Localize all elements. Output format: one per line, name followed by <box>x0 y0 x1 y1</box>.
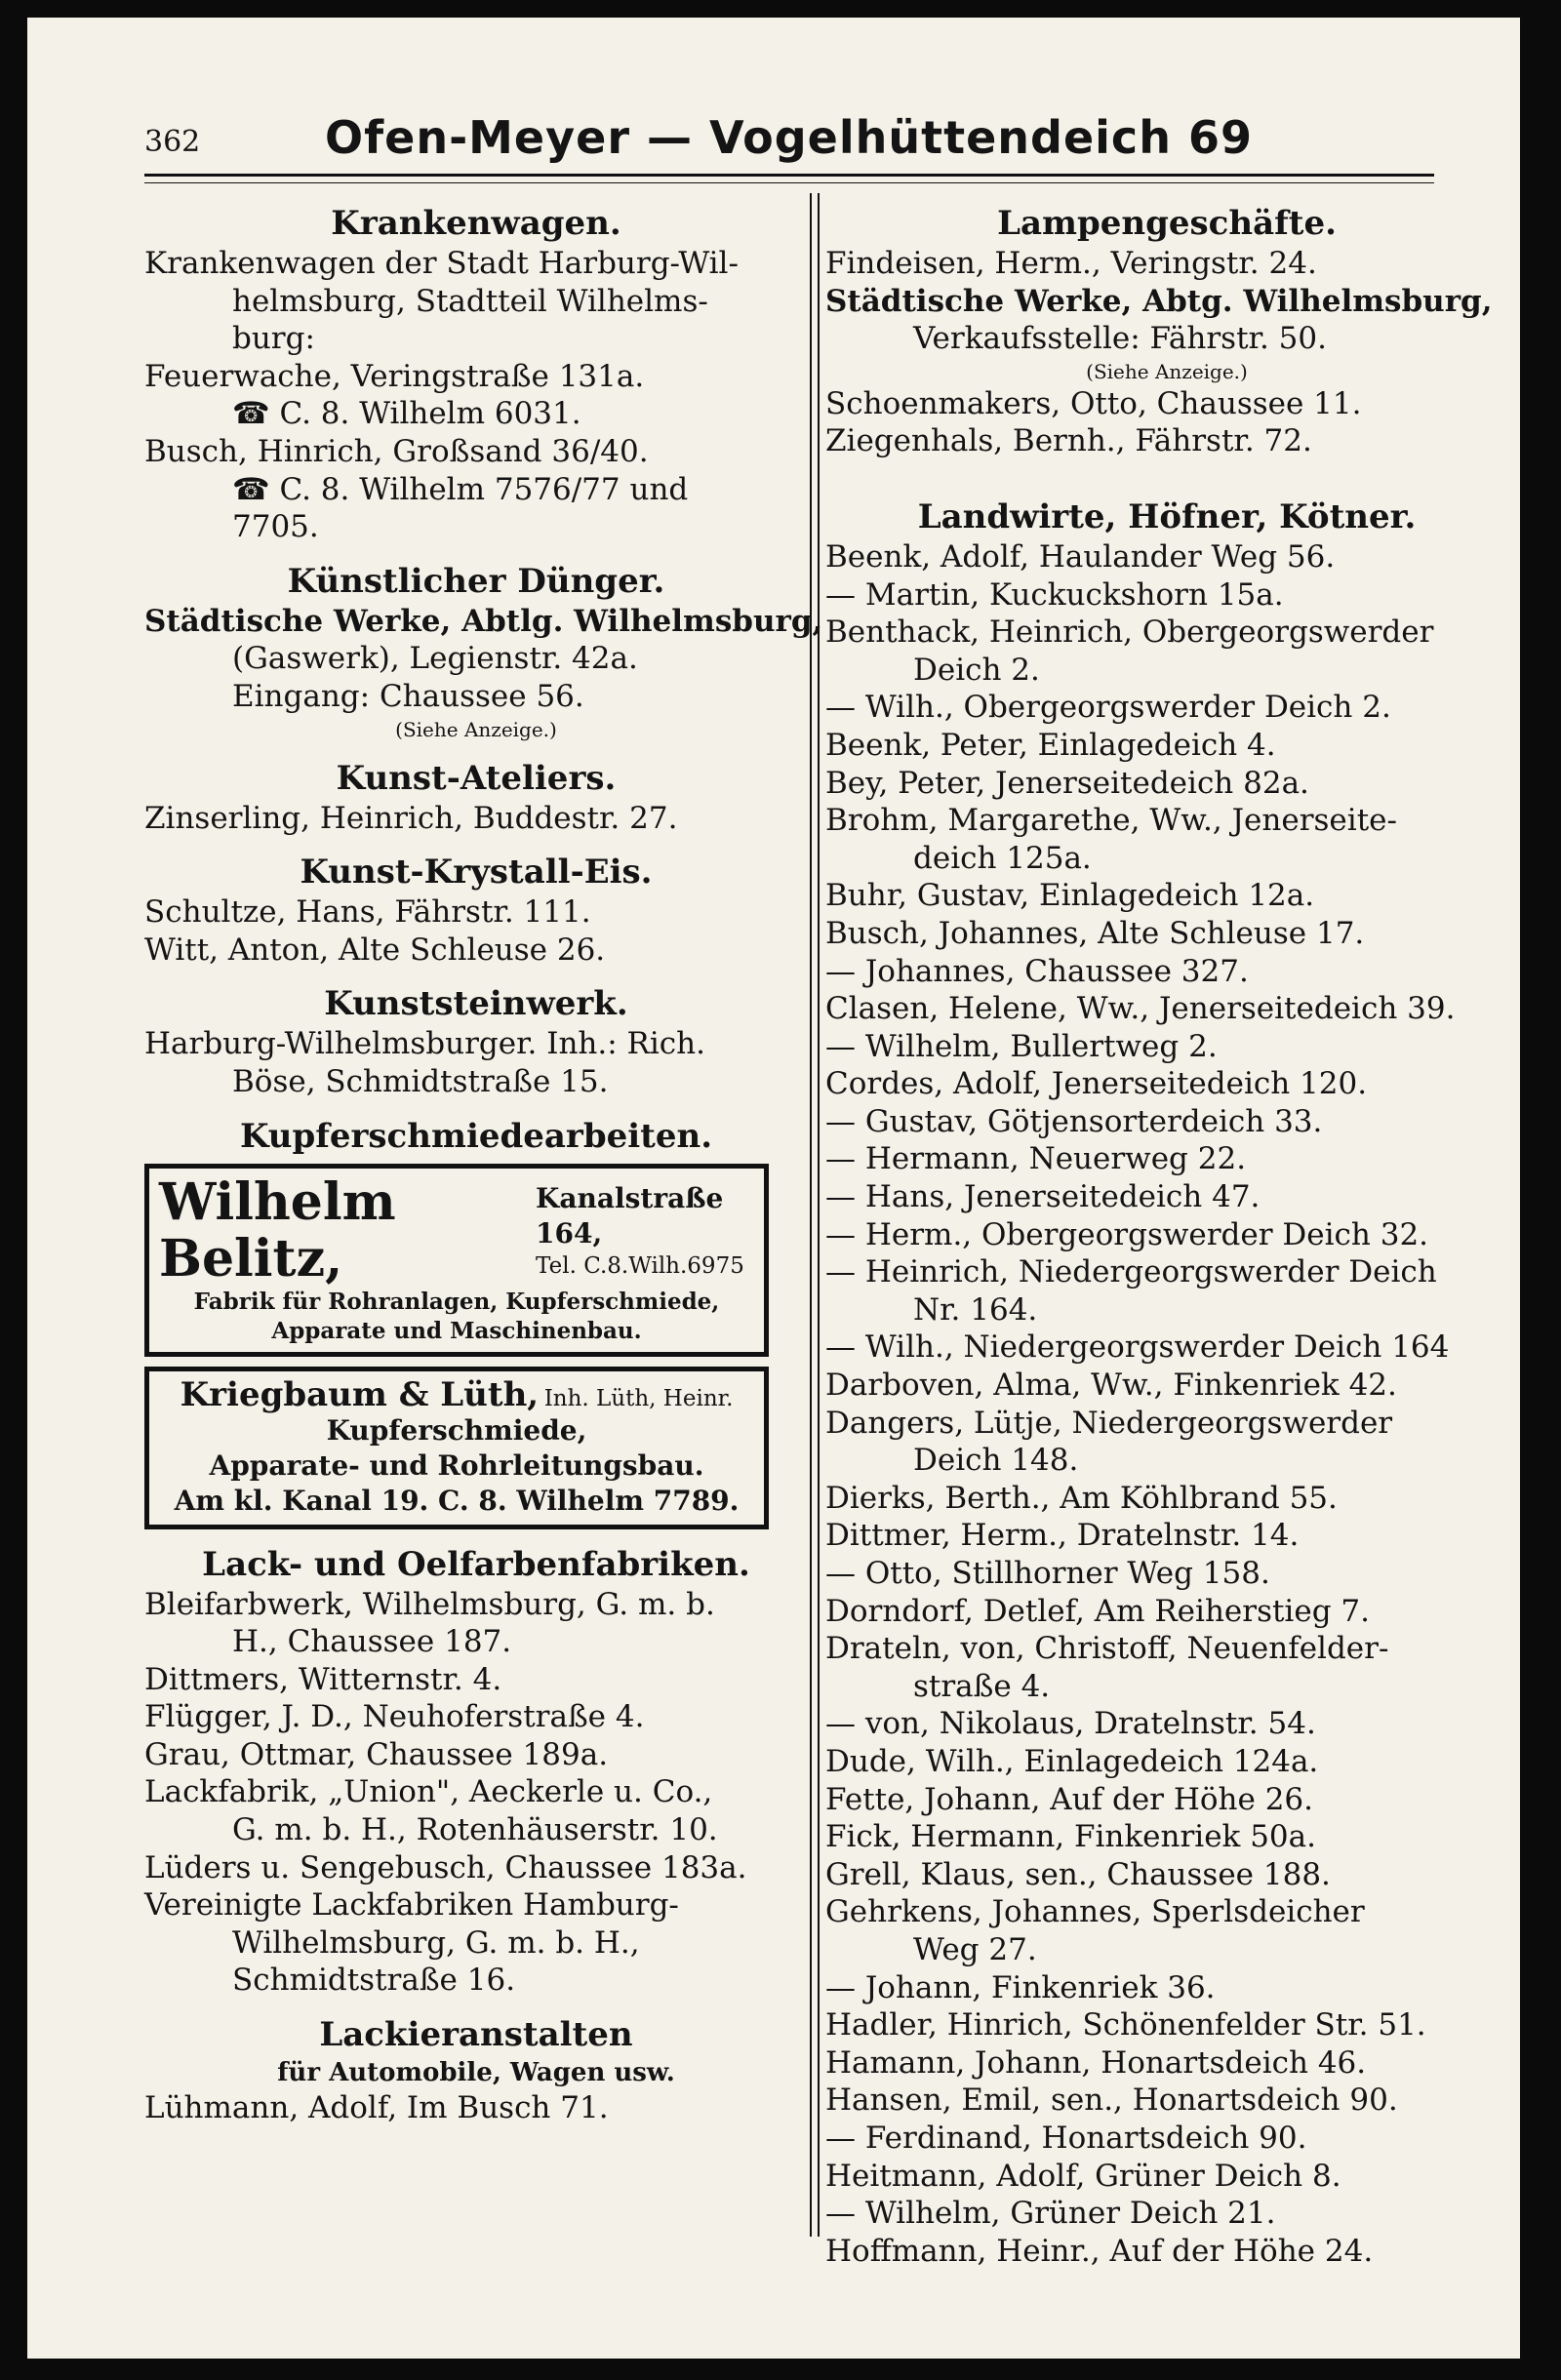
list-item: Dangers, Lütje, Niedergeorgswerder <box>825 1405 1393 1441</box>
header-rule <box>144 174 1434 183</box>
list-item: helmsburg, Stadtteil Wilhelms- <box>232 283 708 319</box>
list-item: Bey, Peter, Jenerseitedeich 82a. <box>825 765 1309 801</box>
list-item: Städtische Werke, Abtg. Wilhelmsburg, <box>825 283 1493 319</box>
list-item: Clasen, Helene, Ww., Jenerseitedeich 39. <box>825 991 1456 1027</box>
list-item: Verkaufsstelle: Fährstr. 50. <box>913 321 1327 357</box>
list-item: Cordes, Adolf, Jenerseitedeich 120. <box>825 1066 1368 1102</box>
list-item: — Gustav, Götjensorterdeich 33. <box>825 1103 1323 1139</box>
list-item: Böse, Schmidtstraße 15. <box>232 1063 609 1099</box>
list-item: Flügger, J. D., Neuhoferstraße 4. <box>144 1699 645 1735</box>
advert-kriegbaum-name: Kriegbaum & Lüth, <box>180 1374 540 1414</box>
list-item: deich 125a. <box>913 840 1092 876</box>
advert-belitz-top <box>159 1171 754 1289</box>
list-item: Vereinigte Lackfabriken Hamburg- <box>144 1887 679 1924</box>
list-item: Buhr, Gustav, Einlagedeich 12a. <box>825 878 1315 914</box>
list-item: Dude, Wilh., Einlagedeich 124a. <box>825 1743 1319 1779</box>
list-item: Busch, Hinrich, Großsand 36/40. <box>144 433 649 469</box>
list-item: Dorndorf, Detlef, Am Reiherstieg 7. <box>825 1593 1370 1629</box>
list-item: Busch, Johannes, Alte Schleuse 17. <box>825 915 1365 951</box>
advert-kriegbaum-line2: Apparate- und Rohrleitungsbau. <box>209 1448 704 1482</box>
section-lackier <box>144 2089 808 2127</box>
list-item: Schoenmakers, Otto, Chaussee 11. <box>825 385 1362 421</box>
list-item: Hansen, Emil, sen., Honartsdeich 90. <box>825 2082 1398 2119</box>
section-heading-kristall: Kunst-Krystall-Eis. <box>300 853 653 892</box>
section-lampen-more <box>825 385 1508 460</box>
list-item: Fick, Hermann, Finkenriek 50a. <box>825 1819 1316 1855</box>
list-item: 7705. <box>232 509 319 545</box>
list-item: (Gaswerk), Legienstr. 42a. <box>232 641 638 677</box>
list-item: Harburg-Wilhelmsburger. Inh.: Rich. <box>144 1026 705 1062</box>
list-item: — Herm., Obergeorgswerder Deich 32. <box>825 1216 1429 1252</box>
advert-kriegbaum-line3: Am kl. Kanal 19. C. 8. Wilhelm 7789. <box>174 1484 740 1517</box>
advert-belitz-contact <box>536 1181 754 1281</box>
list-item: Hoffmann, Heinr., Auf der Höhe 24. <box>825 2233 1374 2269</box>
list-item: Zinserling, Heinrich, Buddestr. 27. <box>144 800 678 836</box>
list-item: Heitmann, Adolf, Grüner Deich 8. <box>825 2158 1341 2194</box>
section-heading-krankenwagen: Krankenwagen. <box>331 204 621 243</box>
list-item: — Hermann, Neuerweg 22. <box>825 1141 1247 1177</box>
advert-kriegbaum <box>144 1367 769 1529</box>
list-item: — Johannes, Chaussee 327. <box>825 953 1249 989</box>
list-item: — Otto, Stillhorner Weg 158. <box>825 1556 1270 1591</box>
list-item: Weg 27. <box>913 1931 1037 1967</box>
list-item: Hadler, Hinrich, Schönenfelder Str. 51. <box>825 2007 1426 2043</box>
list-item: Schmidtstraße 16. <box>232 1963 516 1999</box>
section-heading-lackier: Lackieranstalten <box>319 2015 633 2055</box>
list-item: Grell, Klaus, sen., Chaussee 188. <box>825 1856 1331 1892</box>
section-lack <box>144 1586 808 2001</box>
section-subheading-lackier: für Automobile, Wagen usw. <box>277 2058 675 2088</box>
list-item: — Johann, Finkenriek 36. <box>825 1969 1216 2005</box>
list-item: Benthack, Heinrich, Obergeorgswerder <box>825 615 1434 651</box>
list-item: Beenk, Peter, Einlagedeich 4. <box>825 727 1276 763</box>
list-item: Städtische Werke, Abtlg. Wilhelmsburg, <box>144 603 823 639</box>
section-heading-ateliers: Kunst-Ateliers. <box>336 758 617 798</box>
advert-kriegbaum-owner: Inh. Lüth, Heinr. <box>543 1385 734 1411</box>
list-item: — Hans, Jenerseitedeich 47. <box>825 1179 1261 1215</box>
list-item: Fette, Johann, Auf der Höhe 26. <box>825 1781 1314 1817</box>
list-item: — von, Nikolaus, Dratelnstr. 54. <box>825 1706 1316 1742</box>
see-advert-note: (Siehe Anzeige.) <box>1086 359 1248 383</box>
list-item: Dierks, Berth., Am Köhlbrand 55. <box>825 1480 1338 1516</box>
advert-belitz-line2: Apparate und Maschinenbau. <box>271 1317 642 1344</box>
section-kristall <box>144 893 808 969</box>
list-item: — Wilh., Niedergeorgswerder Deich 164 <box>825 1329 1450 1366</box>
section-kunststein <box>144 1025 808 1100</box>
section-landwirte <box>825 538 1508 2270</box>
list-item: — Wilhelm, Bullertweg 2. <box>825 1028 1218 1064</box>
list-item: Darboven, Alma, Ww., Finkenriek 42. <box>825 1368 1397 1404</box>
page-number: 362 <box>144 125 201 159</box>
list-item: ☎ C. 8. Wilhelm 7576/77 und <box>232 471 689 507</box>
advert-kriegbaum-top <box>159 1374 754 1414</box>
directory-page <box>27 18 1520 2359</box>
list-item: Gehrkens, Johannes, Sperlsdeicher <box>825 1894 1365 1930</box>
list-item: Beenk, Adolf, Haulander Weg 56. <box>825 538 1336 575</box>
list-item: Witt, Anton, Alte Schleuse 26. <box>144 932 606 968</box>
see-advert-note: (Siehe Anzeige.) <box>395 717 557 741</box>
column-divider <box>810 193 820 2237</box>
section-heading-lack: Lack- und Oelfarbenfabriken. <box>202 1544 750 1584</box>
advert-belitz-address: Kanalstraße 164, <box>536 1181 724 1250</box>
section-ateliers <box>144 800 808 838</box>
list-item: — Ferdinand, Honartsdeich 90. <box>825 2120 1307 2156</box>
list-item: — Wilhelm, Grüner Deich 21. <box>825 2196 1276 2232</box>
running-title: Ofen-Meyer — Vogelhüttendeich 69 <box>325 111 1253 164</box>
spacer <box>825 460 1508 482</box>
list-item: Ziegenhals, Bernh., Fährstr. 72. <box>825 423 1312 459</box>
list-item: straße 4. <box>913 1668 1051 1704</box>
advert-belitz-name: Wilhelm Belitz, <box>159 1171 396 1289</box>
section-lampen <box>825 245 1508 358</box>
section-duenger <box>144 603 823 716</box>
list-item: Lüders u. Sengebusch, Chaussee 183a. <box>144 1849 747 1885</box>
list-item: Lühmann, Adolf, Im Busch 71. <box>144 2090 609 2126</box>
list-item: Dittmers, Witternstr. 4. <box>144 1661 502 1697</box>
section-heading-kunststein: Kunststeinwerk. <box>324 984 628 1024</box>
right-column <box>825 188 1508 2270</box>
list-item: Hamann, Johann, Honartsdeich 46. <box>825 2044 1367 2081</box>
list-item: — Martin, Kuckuckshorn 15a. <box>825 576 1284 613</box>
list-item: Findeisen, Herm., Veringstr. 24. <box>825 246 1317 281</box>
list-item: Lackfabrik, „Union", Aeckerle u. Co., <box>144 1774 713 1810</box>
section-heading-lampen: Lampengeschäfte. <box>997 204 1337 243</box>
advert-belitz-line1: Fabrik für Rohranlagen, Kupferschmiede, <box>193 1288 720 1315</box>
page-header <box>27 107 1520 176</box>
list-item: burg: <box>232 321 315 357</box>
advert-belitz-phone: Tel. C.8.Wilh.6975 <box>536 1252 744 1279</box>
list-item: G. m. b. H., Rotenhäuserstr. 10. <box>232 1812 718 1848</box>
list-item: Brohm, Margarethe, Ww., Jenerseite- <box>825 803 1397 839</box>
list-item: Drateln, von, Christoff, Neuenfelder- <box>825 1631 1389 1667</box>
advert-belitz <box>144 1164 769 1357</box>
list-item: H., Chaussee 187. <box>232 1624 512 1660</box>
list-item: ☎ C. 8. Wilhelm 6031. <box>232 396 581 432</box>
section-heading-kupfer: Kupferschmiedearbeiten. <box>239 1116 713 1156</box>
list-item: Krankenwagen der Stadt Harburg-Wil- <box>144 246 739 281</box>
list-item: Feuerwache, Veringstraße 131a. <box>144 358 645 394</box>
list-item: — Wilh., Obergeorgswerder Deich 2. <box>825 690 1391 726</box>
section-heading-duenger: Künstlicher Dünger. <box>287 561 665 601</box>
list-item: Bleifarbwerk, Wilhelmsburg, G. m. b. <box>144 1586 715 1622</box>
list-item: Schultze, Hans, Fährstr. 111. <box>144 894 591 931</box>
section-krankenwagen <box>144 245 808 546</box>
list-item: Grau, Ottmar, Chaussee 189a. <box>144 1736 609 1772</box>
list-item: Dittmer, Herm., Dratelnstr. 14. <box>825 1518 1300 1554</box>
section-heading-landwirte: Landwirte, Höfner, Kötner. <box>917 496 1417 536</box>
list-item: Deich 148. <box>913 1443 1079 1479</box>
list-item: Nr. 164. <box>913 1291 1038 1328</box>
list-item: Eingang: Chaussee 56. <box>232 678 584 714</box>
list-item: Wilhelmsburg, G. m. b. H., <box>232 1924 640 1961</box>
list-item: Deich 2. <box>913 652 1040 688</box>
left-column <box>144 188 823 2127</box>
list-item: — Heinrich, Niedergeorgswerder Deich <box>825 1254 1437 1290</box>
advert-kriegbaum-line1: Kupferschmiede, <box>326 1413 587 1447</box>
